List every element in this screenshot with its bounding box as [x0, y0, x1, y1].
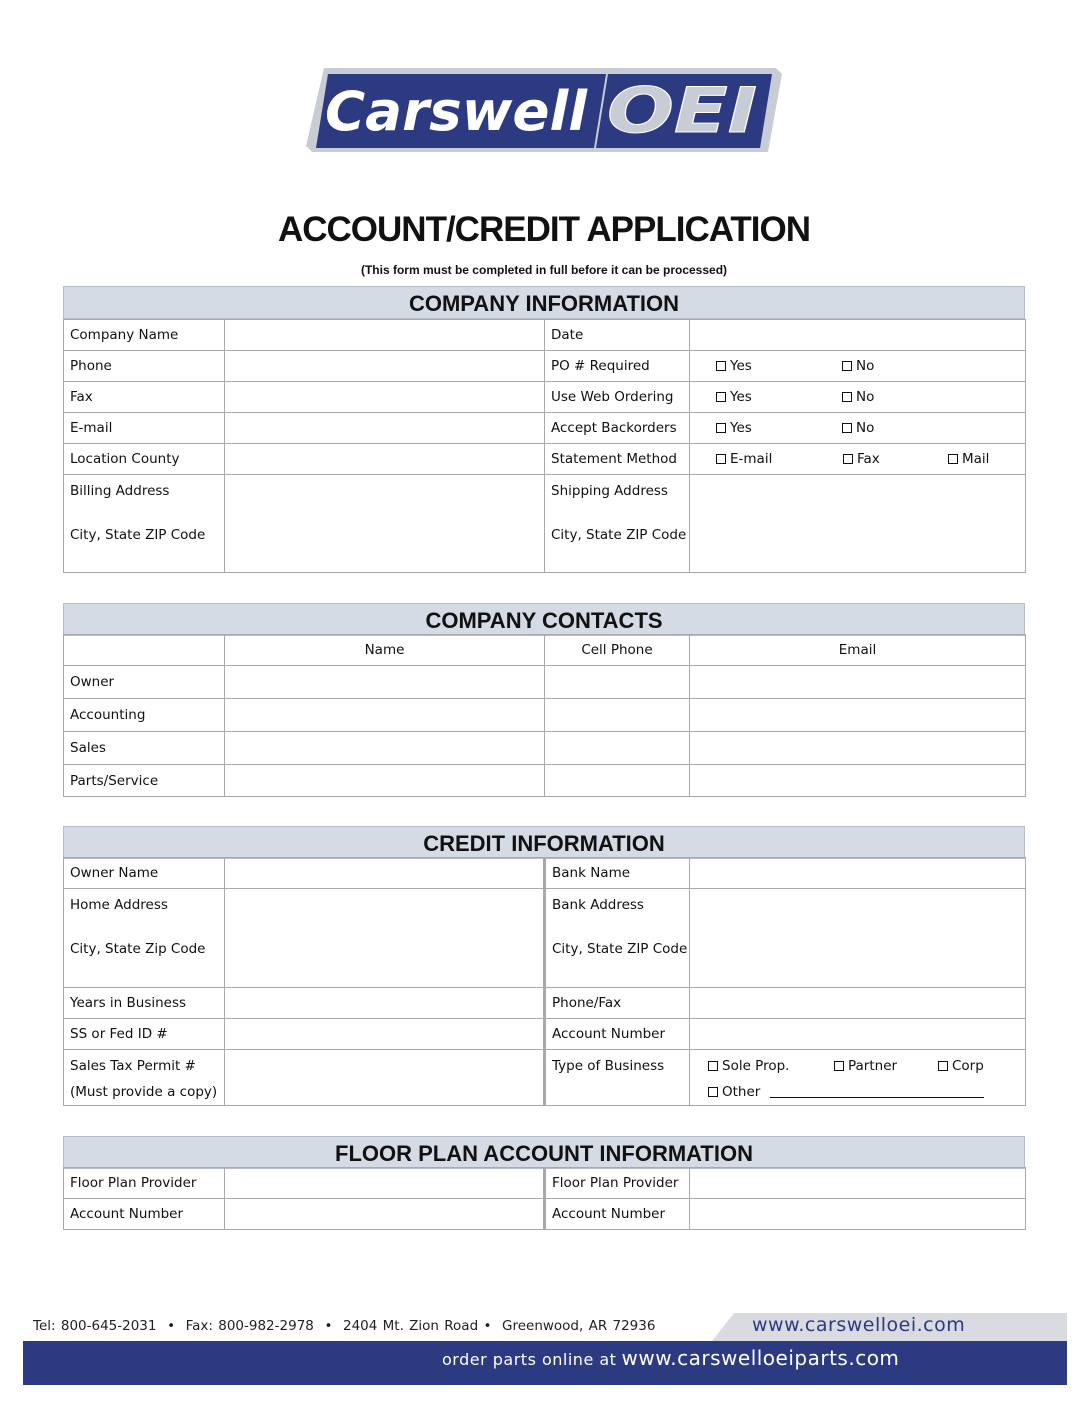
sales-name-field[interactable] — [225, 732, 545, 765]
web-no-label: No — [856, 389, 875, 405]
backorders-label: Accept Backorders — [545, 413, 690, 444]
floor-plan-account-label-1: Account Number — [64, 1199, 225, 1230]
contact-row-label: Sales — [64, 732, 225, 765]
home-address-label-cell — [64, 889, 225, 988]
bank-address-label: Bank Address — [552, 897, 644, 913]
contacts-col-email: Email — [690, 635, 1026, 666]
phone-fax-field[interactable] — [690, 988, 1026, 1019]
company-contacts-table — [63, 634, 1026, 797]
statement-email-label: E-mail — [730, 451, 773, 467]
date-label: Date — [545, 320, 690, 351]
parts-service-name-field[interactable] — [225, 765, 545, 797]
floor-plan-provider-field-2[interactable] — [690, 1168, 1026, 1199]
page-title: ACCOUNT/CREDIT APPLICATION — [277, 210, 811, 249]
billing-address-label: Billing Address — [70, 483, 170, 499]
statement-fax-label: Fax — [857, 451, 880, 467]
statement-method-label: Statement Method — [545, 444, 690, 475]
statement-mail-label: Mail — [962, 451, 990, 467]
phone-label: Phone — [64, 351, 225, 382]
corp-checkbox[interactable] — [938, 1061, 948, 1071]
partner-checkbox[interactable] — [834, 1061, 844, 1071]
bank-address-field[interactable] — [690, 889, 1026, 988]
company-name-field[interactable] — [225, 320, 545, 351]
location-county-field[interactable] — [225, 444, 545, 475]
sales-email-field[interactable] — [690, 732, 1026, 765]
other-checkbox[interactable] — [708, 1087, 718, 1097]
contacts-col-name: Name — [225, 635, 545, 666]
backorders-no-checkbox[interactable] — [842, 423, 852, 433]
billing-address-label-cell — [64, 475, 225, 573]
other-blank-line[interactable] — [770, 1097, 984, 1098]
po-no-label: No — [856, 358, 875, 374]
other-label: Other — [722, 1084, 761, 1100]
logo-text-carswell: Carswell — [325, 80, 589, 143]
floor-plan-provider-label-1: Floor Plan Provider — [64, 1168, 225, 1199]
ss-fed-id-field[interactable] — [225, 1019, 545, 1050]
home-city-state-zip-label: City, State Zip Code — [70, 941, 206, 957]
backorders-no-label: No — [856, 420, 875, 436]
statement-fax-checkbox[interactable] — [843, 454, 853, 464]
phone-fax-label: Phone/Fax — [545, 988, 690, 1019]
home-address-field[interactable] — [225, 889, 545, 988]
company-name-label: Company Name — [64, 320, 225, 351]
shipping-address-label-cell — [545, 475, 690, 573]
floor-plan-provider-field-1[interactable] — [225, 1168, 545, 1199]
sales-tax-label-cell — [64, 1050, 225, 1106]
accounting-cell-field[interactable] — [545, 699, 690, 732]
logo-text-oei: OEI — [607, 74, 757, 147]
must-provide-copy-label: (Must provide a copy) — [70, 1084, 218, 1100]
bank-city-state-zip-label: City, State ZIP Code — [552, 941, 688, 957]
contact-row-label: Parts/Service — [64, 765, 225, 797]
owner-cell-field[interactable] — [545, 666, 690, 699]
po-yes-checkbox[interactable] — [716, 361, 726, 371]
backorders-options — [690, 413, 1026, 444]
sole-prop-label: Sole Prop. — [722, 1058, 790, 1074]
phone-field[interactable] — [225, 351, 545, 382]
bank-address-label-cell — [545, 889, 690, 988]
sales-tax-permit-field[interactable] — [225, 1050, 545, 1106]
footer-order-text: order parts online at — [442, 1350, 617, 1369]
footer-contact-info: Tel: 800-645-2031 • Fax: 800-982-2978 • 2404 Mt. Zion Road • Greenwood, AR 72936 — [33, 1318, 656, 1334]
location-county-label: Location County — [64, 444, 225, 475]
statement-method-options — [690, 444, 1026, 475]
floor-plan-table — [63, 1167, 1026, 1230]
page-subtitle: (This form must be completed in full before it can be processed) — [360, 263, 728, 277]
bank-account-number-label: Account Number — [545, 1019, 690, 1050]
owner-name-input[interactable] — [225, 858, 545, 889]
shipping-address-label: Shipping Address — [551, 483, 668, 499]
backorders-yes-checkbox[interactable] — [716, 423, 726, 433]
type-of-business-options — [690, 1050, 1026, 1106]
web-ordering-options — [690, 382, 1026, 413]
web-no-checkbox[interactable] — [842, 392, 852, 402]
type-of-business-label: Type of Business — [545, 1050, 690, 1106]
owner-name-label: Owner Name — [64, 858, 225, 889]
floor-plan-account-field-1[interactable] — [225, 1199, 545, 1230]
sales-tax-permit-label: Sales Tax Permit # — [70, 1058, 196, 1074]
footer-order-online — [442, 1346, 899, 1370]
email-label: E-mail — [64, 413, 225, 444]
shipping-city-state-zip-label: City, State ZIP Code — [551, 527, 687, 543]
web-yes-label: Yes — [730, 389, 752, 405]
bank-name-label: Bank Name — [545, 858, 690, 889]
contact-row-label: Accounting — [64, 699, 225, 732]
po-required-options — [690, 351, 1026, 382]
sales-cell-field[interactable] — [545, 732, 690, 765]
credit-info-header: CREDIT INFORMATION — [63, 826, 1025, 859]
floor-plan-account-field-2[interactable] — [690, 1199, 1026, 1230]
owner-name-field[interactable] — [225, 666, 545, 699]
owner-email-field[interactable] — [690, 666, 1026, 699]
company-contacts-header: COMPANY CONTACTS — [63, 603, 1025, 636]
shipping-address-field[interactable] — [690, 475, 1026, 573]
sole-prop-checkbox[interactable] — [708, 1061, 718, 1071]
company-info-table — [63, 319, 1026, 573]
contacts-corner-cell — [64, 635, 225, 666]
billing-address-field[interactable] — [225, 475, 545, 573]
accounting-email-field[interactable] — [690, 699, 1026, 732]
statement-mail-checkbox[interactable] — [948, 454, 958, 464]
bank-account-number-field[interactable] — [690, 1019, 1026, 1050]
contact-row-label: Owner — [64, 666, 225, 699]
parts-service-email-field[interactable] — [690, 765, 1026, 797]
web-yes-checkbox[interactable] — [716, 392, 726, 402]
ss-fed-id-label: SS or Fed ID # — [64, 1019, 225, 1050]
parts-service-cell-field[interactable] — [545, 765, 690, 797]
floor-plan-provider-label-2: Floor Plan Provider — [545, 1168, 690, 1199]
footer-website-link[interactable]: www.carswelloei.com — [752, 1314, 966, 1336]
date-field[interactable] — [690, 320, 1026, 351]
credit-info-table — [63, 857, 1026, 1106]
backorders-yes-label: Yes — [730, 420, 752, 436]
po-required-label: PO # Required — [545, 351, 690, 382]
web-ordering-label: Use Web Ordering — [545, 382, 690, 413]
billing-city-state-zip-label: City, State ZIP Code — [70, 527, 206, 543]
footer-parts-link[interactable]: www.carswelloeiparts.com — [621, 1346, 900, 1370]
accounting-name-field[interactable] — [225, 699, 545, 732]
po-yes-label: Yes — [730, 358, 752, 374]
carswell-oei-logo — [306, 64, 782, 156]
floor-plan-header: FLOOR PLAN ACCOUNT INFORMATION — [63, 1136, 1025, 1169]
home-address-label: Home Address — [70, 897, 168, 913]
fax-field[interactable] — [225, 382, 545, 413]
statement-email-checkbox[interactable] — [716, 454, 726, 464]
company-info-header: COMPANY INFORMATION — [63, 286, 1025, 319]
corp-label: Corp — [952, 1058, 984, 1074]
bank-name-field[interactable] — [690, 858, 1026, 889]
years-in-business-label: Years in Business — [64, 988, 225, 1019]
po-no-checkbox[interactable] — [842, 361, 852, 371]
floor-plan-account-label-2: Account Number — [545, 1199, 690, 1230]
years-in-business-field[interactable] — [225, 988, 545, 1019]
email-field[interactable] — [225, 413, 545, 444]
partner-label: Partner — [848, 1058, 898, 1074]
fax-label: Fax — [64, 382, 225, 413]
contacts-col-cell-phone: Cell Phone — [545, 635, 690, 666]
